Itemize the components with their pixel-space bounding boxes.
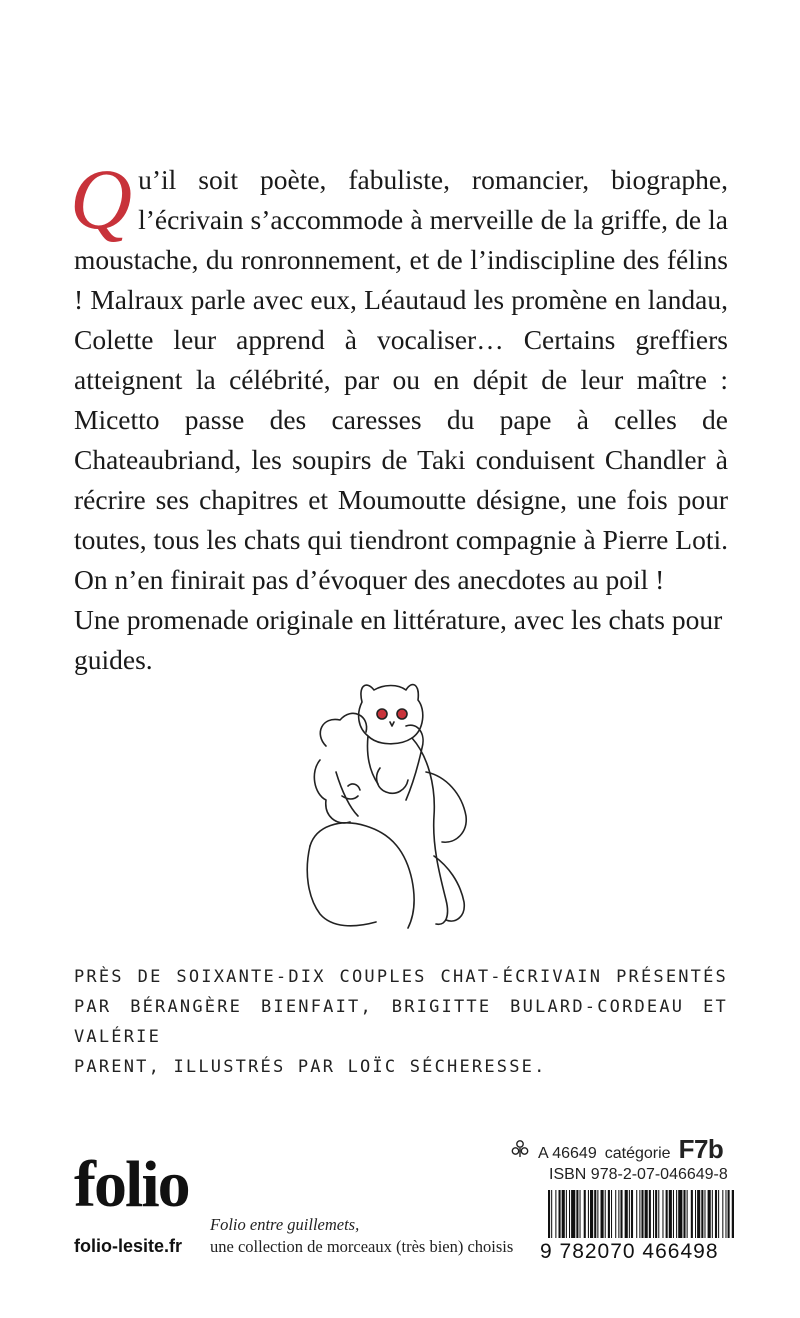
barcode-bar [725,1190,726,1238]
catalog-reference: A 46649 [538,1145,597,1162]
collection-tagline [210,1214,513,1258]
drop-cap: Q [70,151,133,247]
barcode-bar [639,1190,640,1238]
barcode-bar [701,1190,703,1238]
isbn-number: ISBN 978-2-07-046649-8 [549,1166,728,1183]
barcode-bar [548,1190,550,1238]
tagline-text: une collection de morceaux (très bien) choisis [210,1237,514,1256]
barcode-bar [662,1190,663,1238]
barcode-bar [620,1190,622,1238]
folio-logo: folio [74,1148,189,1221]
barcode-bar [687,1190,688,1238]
back-cover-blurb [70,151,728,680]
barcode-bar [571,1190,575,1238]
barcode-bar [653,1190,654,1238]
barcode-bar [649,1190,651,1238]
barcode-bar [576,1190,578,1238]
isbn-barcode [548,1190,734,1238]
blurb-paragraph-1 [70,151,728,600]
barcode-bar [732,1190,734,1238]
barcode-bar [691,1190,693,1238]
barcode-bar [601,1190,604,1238]
barcode-bar [715,1190,717,1238]
barcode-bar [683,1190,685,1238]
catalog-meta [510,1134,740,1165]
barcode-bar [625,1190,628,1238]
barcode-bar [678,1190,682,1238]
barcode-bar [605,1190,606,1238]
barcode-bar [697,1190,700,1238]
credits-block [74,962,728,1082]
barcode-bar [588,1190,589,1238]
barcode-bar [566,1190,567,1238]
barcode-bar [695,1190,696,1238]
barcode-bar [615,1190,616,1238]
barcode-bar [594,1190,596,1238]
barcode-bar [597,1190,598,1238]
blurb-text-1: u’il soit poète, fabuliste, romancier, biographe, l’écrivain s’accommode à merveille de la griffe, de la moustache, du ronronnement, et de l’indiscipline des félins ! Malraux parle avec eux, Léautaud les promène en landau, Colette leur apprend à vocaliser… Certains greffiers atteignent la célébrité, par ou en dépit de leur maître : Micetto passe des caresses du pape à celles de Chateaubriand, les soupirs de Taki conduisent Chandler à récrire ses chapitres et Moumoutte désigne, une fois pour toutes, tous les chats qui tiendront compagnie à Pierre Loti. On n’en finirait pas d’évoquer des anecdotes au poil ! [74,164,728,595]
tagline-italic: Folio entre guillemets, [210,1215,360,1234]
barcode-bar [728,1190,730,1238]
barcode-bar [655,1190,657,1238]
barcode-bar [718,1190,719,1238]
barcode-bar [559,1190,561,1238]
barcode-digits: 9 782070 466498 [540,1240,719,1263]
folio-website: folio-lesite.fr [74,1236,183,1256]
barcode-bar [562,1190,565,1238]
category-code: F7b [678,1134,724,1164]
barcode-bar [712,1190,713,1238]
barcode-bar [569,1190,570,1238]
barcode-bar [645,1190,648,1238]
blurb-paragraph-2: Une promenade originale en littérature, avec les chats pour guides. [74,604,723,675]
barcode-bar [636,1190,637,1238]
barcode-bar [631,1190,633,1238]
barcode-bar [704,1190,705,1238]
barcode-bar [722,1190,723,1238]
gallimard-flower-icon [510,1138,530,1158]
category-label: catégorie [604,1145,671,1162]
barcode-bar [641,1190,643,1238]
credits-line-1: PRÈS DE SOIXANTE-DIX COUPLES CHAT-ÉCRIVAIN PRÉSENTÉS PAR BÉRANGÈRE BIENFAIT, BRIGITTE BULARD-CORDEAU ET VALÉRIE [74,967,728,1047]
barcode-bar [584,1190,586,1238]
barcode-bar [666,1190,668,1238]
barcode-bar [551,1190,552,1238]
writer-with-cat-illustration [296,676,486,932]
barcode-bar [658,1190,659,1238]
barcode-bar [611,1190,612,1238]
barcode-bar [669,1190,672,1238]
barcode-bar [555,1190,556,1238]
barcode-bar [580,1190,581,1238]
barcode-bar [676,1190,677,1238]
barcode-bar [608,1190,610,1238]
barcode-bar [590,1190,593,1238]
barcode-bar [629,1190,630,1238]
credits-line-2: PARENT, ILLUSTRÉS PAR LOÏC SÉCHERESSE. [74,1057,547,1077]
barcode-bar [618,1190,619,1238]
barcode-bar [708,1190,711,1238]
barcode-bar [673,1190,674,1238]
